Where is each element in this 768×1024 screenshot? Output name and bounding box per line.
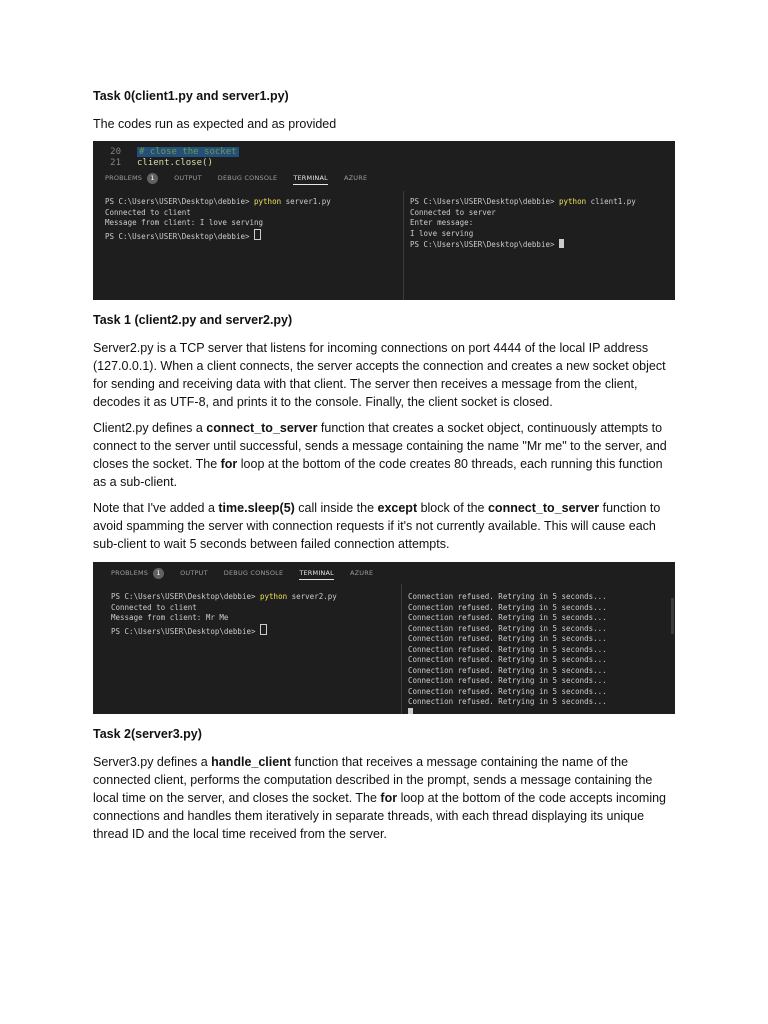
task1-section	[93, 312, 675, 553]
terminal-pane-left[interactable]: PS C:\Users\USER\Desktop\debbie> python server2.py Connected to client Message from client: Mr Me PS C:\Users\USER\Desktop\debbie>	[111, 592, 337, 636]
task1-heading: Task 1 (client2.py and server2.py)	[93, 313, 293, 327]
problems-count-badge: 1	[147, 173, 158, 184]
cursor-icon	[260, 624, 267, 635]
task0-section	[93, 88, 675, 133]
task2-heading: Task 2(server3.py)	[93, 727, 202, 741]
task0-heading: Task 0(client1.py and server1.py)	[93, 89, 289, 103]
tab-problems[interactable]: PROBLEMS 1	[111, 562, 164, 584]
task1-paragraph-1: Server2.py is a TCP server that listens for incoming connections on port 4444 of the local IP address (127.0.0.1). When a client connects, the server accepts the connection and creates a new socket object for sending and receiving data with that client. The server then receives a message from the client, decodes it as UTF-8, and prints it to the console. Finally, the client socket is closed.	[93, 341, 666, 409]
tab-output[interactable]: OUTPUT	[180, 569, 208, 577]
terminal-pane-right[interactable]: PS C:\Users\USER\Desktop\debbie> python client1.py Connected to server Enter message: I love serving PS C:\Users\USER\Desktop\debbie>	[403, 191, 675, 300]
task1-paragraph-3: Note that I've added a time.sleep(5) call inside the except block of the connect_to_server function to avoid spamming the server with connection requests if it's not currently available. This will cause each sub-client to wait 5 seconds between failed connection attempts.	[93, 501, 661, 551]
task2-paragraph-1: Server3.py defines a handle_client function that receives a message containing the name of the connected client, performs the computation described in the prompt, sends a message containing the local time on the server, and closes the socket. The for loop at the bottom of the code accepts incoming connections and handles them iteratively in separate threads, with each thread displaying its unique thread ID and the local time received from the server.	[93, 755, 667, 841]
terminal-panes	[93, 191, 675, 300]
terminal-pane-right[interactable]: Connection refused. Retrying in 5 seconds... Connection refused. Retrying in 5 seconds... Connection refused. Retrying in 5 seconds... Connection refused. Retrying in 5 seconds... Connection refused. Retrying in 5 seconds... Connection refused. Retrying in 5 seconds... Connection refused. Retrying in 5 seconds... Connection refused. Retrying in 5 seconds... Connection refused. Retrying in 5 seconds... Connection refused. Retrying in 5 seconds... Connection refused. Retrying in 5 seconds...	[401, 584, 675, 714]
tab-debug-console[interactable]: DEBUG CONSOLE	[223, 569, 284, 577]
tab-terminal[interactable]: TERMINAL	[293, 167, 328, 189]
tab-azure[interactable]: AZURE	[343, 174, 368, 182]
cursor-icon	[559, 239, 564, 248]
cursor-icon	[408, 708, 413, 715]
task2-section	[93, 726, 675, 843]
terminal-screenshot-2	[93, 562, 675, 714]
code-line-21: 21 client.close()	[110, 158, 213, 168]
tab-problems[interactable]: PROBLEMS 1	[105, 167, 158, 189]
problems-count-badge: 1	[153, 568, 164, 579]
panel-tabs	[93, 562, 675, 584]
terminal-screenshot-1	[93, 141, 675, 300]
task1-paragraph-2: Client2.py defines a connect_to_server function that creates a socket object, continuously attempts to connect to the server until successful, sends a message containing the name "Mr me" to the server, and closes the socket. The for loop at the bottom of the code creates 80 threads, each running this function as a sub-client.	[93, 421, 667, 489]
tab-azure[interactable]: AZURE	[349, 569, 374, 577]
tab-terminal[interactable]: TERMINAL	[299, 562, 334, 584]
task0-text: The codes run as expected and as provided	[93, 117, 337, 131]
code-editor-strip	[93, 141, 675, 168]
cursor-icon	[254, 229, 261, 240]
terminal-panes	[93, 584, 675, 714]
terminal-pane-left[interactable]: PS C:\Users\USER\Desktop\debbie> python server1.py Connected to client Message from client: I love serving PS C:\Users\USER\Desktop\debbie>	[105, 197, 331, 241]
tab-output[interactable]: OUTPUT	[174, 174, 202, 182]
code-line-20: 20 # close the socket	[110, 147, 237, 157]
terminal-scrollbar[interactable]	[671, 598, 674, 634]
panel-tabs	[93, 167, 675, 189]
tab-debug-console[interactable]: DEBUG CONSOLE	[217, 174, 278, 182]
